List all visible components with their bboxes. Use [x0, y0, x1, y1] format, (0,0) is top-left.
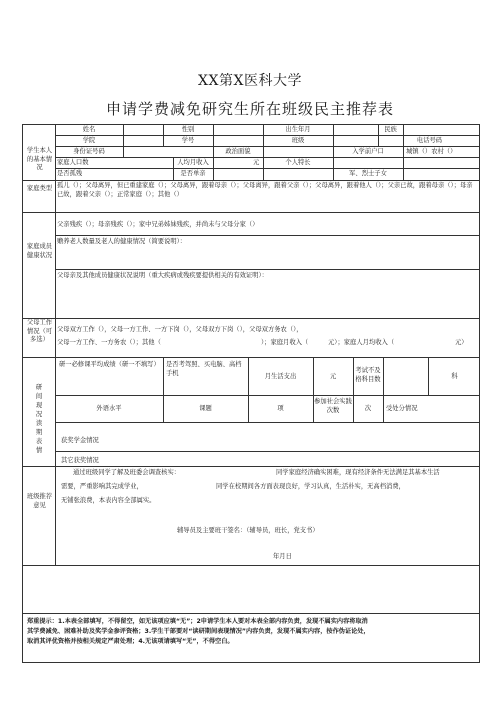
college-field[interactable]: [124, 137, 162, 146]
section-label-basic: 学生本人的基本情况: [26, 147, 53, 171]
label-phone: 电话号码: [416, 137, 443, 144]
label-martyr: 军、烈士子女: [349, 170, 387, 177]
label-id-no: 身份证号码: [73, 148, 105, 155]
row-line: [55, 451, 479, 452]
column-line: [383, 357, 384, 422]
hukou-options[interactable]: 城镇（）农村（）: [406, 148, 457, 155]
opinion-line1-start: 通过班级同学了解及班委会调查核实：: [73, 469, 181, 476]
section-label-family-type: 家庭类型: [26, 185, 53, 192]
row-line: [23, 180, 479, 181]
label-student-no: 学号: [181, 137, 195, 144]
recommendation-form-table: [22, 124, 480, 614]
notice-line-3: 取消其评优资格并按相关规定严肃处理；4.无该项请填写“无”，不得空白。: [27, 638, 234, 645]
counselor-signature[interactable]: 辅导员及主要班干签名：（辅导员，班长，党支书）: [177, 527, 319, 534]
row-line: [55, 135, 479, 136]
label-politics: 政治面貌: [225, 148, 251, 155]
birth-field[interactable]: [334, 126, 377, 135]
class-field[interactable]: [334, 137, 377, 146]
label-birth: 出生年月: [285, 126, 311, 133]
label-living-cost: 月生活支出: [264, 373, 297, 380]
health-elderly-note[interactable]: 赡养老人数量及老人的健康情况（简要说明）：: [57, 238, 187, 245]
row-line: [23, 466, 479, 467]
family-type-options[interactable]: 孤儿（）；父母离异，但已重建家庭（）；父母离异，跟着母亲（）；父母离异，跟着父亲（）；父母离异，跟着他人（）；父亲已故，跟着母亲（）；母亲已故，跟着父亲（）；正常家庭（）；其他（）: [57, 182, 473, 198]
row-line: [23, 565, 479, 566]
id-no-field[interactable]: [124, 148, 212, 157]
work-other-option[interactable]: 父母一方工作、一方务农（）；其他（: [57, 339, 161, 346]
university-name: XX第X医科大学: [198, 73, 302, 89]
label-single-parent: 是否单亲: [180, 170, 206, 177]
ethnicity-field[interactable]: [404, 126, 480, 135]
label-required-gpa: 研一必修课平均成绩（研一不填写）: [59, 361, 160, 368]
label-per-capita: 人均月收入: [177, 159, 209, 166]
row-line: [23, 212, 479, 213]
living-cost-unit: 元: [329, 373, 337, 380]
health-other-members-note[interactable]: 父母亲及其他成员健康状况说明（重大疾病或残疾要提供相关的有效证明）：: [57, 272, 268, 279]
work-options[interactable]: 父母双方工作（），父母一方工作、一方下岗（），父母双方下岗（），父母双方务农（），: [57, 326, 303, 333]
notice-line-2: 其学费减免、困难补助及奖学金参评资格；3.学生干部要对“读研期间表现情况”内容负责，发现不属实内容，按作伪证论处，: [27, 628, 370, 635]
label-punishment: 受处分情况: [386, 405, 418, 412]
student-no-field[interactable]: [214, 137, 262, 146]
label-devices: 是否考驾照、买电脑、高档手机: [166, 361, 242, 377]
column-line: [55, 125, 56, 565]
label-college: 学院: [82, 137, 96, 144]
row-line: [55, 395, 479, 396]
row-line: [55, 235, 479, 236]
section-label-study: 研间现况读期表情: [35, 384, 43, 454]
form-title: 申请学费减免研究生所在班级民主推荐表: [105, 100, 394, 118]
important-notice: [22, 614, 480, 663]
label-failed-courses: 考试不及格科目数: [355, 367, 381, 383]
row-line: [55, 168, 479, 169]
section-label-class-opinion: 班级推荐意见: [26, 493, 53, 509]
signature-date[interactable]: 年月日: [273, 553, 292, 560]
row-line: [55, 269, 479, 270]
politics-field[interactable]: [264, 148, 332, 157]
row-line: [55, 422, 479, 423]
opinion-line3: 无铺张浪费，本表内容全部属实。: [61, 497, 156, 504]
opinion-line2-end: 同学在校期间各方面表现良好，学习认真，生活朴实，无高档消费，: [216, 483, 405, 490]
row-line: [23, 318, 479, 319]
section-label-work: 父母工作情况（可多选）: [26, 319, 53, 343]
label-orphan: 是否孤残: [57, 170, 83, 177]
label-social-practice: 参加社会实践次数: [314, 398, 352, 414]
failed-courses-unit: 科: [451, 373, 458, 380]
notice-line-1: 郑重提示：1.本表全部填写，不得留空，如无该项应填“无”；2申请学生本人要对本表全部内容负责，发现不属实内容将取消: [27, 618, 368, 625]
per-capita-income-unit: 元）: [455, 339, 468, 346]
label-class: 班级: [291, 137, 305, 144]
label-foreign-language: 外语水平: [96, 405, 122, 412]
label-family-size: 家庭人口数: [57, 159, 89, 166]
social-practice-unit: 次: [364, 405, 372, 412]
label-hukou: 入学前户口: [352, 148, 384, 155]
per-capita-unit: 元: [253, 159, 260, 166]
label-specialty: 个人特长: [285, 159, 311, 166]
health-disability-options[interactable]: 父亲残疾（）；母亲残疾（）；家中兄弟姊妹残疾，并尚未与父母分家（）: [57, 221, 259, 228]
label-courses: 课题: [199, 405, 212, 412]
label-other-awards: 其它获奖情况: [61, 457, 99, 464]
per-capita-income-label: 元）；家庭人月均收入（: [328, 339, 395, 346]
row-line: [23, 357, 479, 358]
opinion-line1-end: 同学家庭经济确实困难，现有经济条件无法满足其基本生活: [276, 469, 440, 476]
gender-field[interactable]: [214, 126, 262, 135]
label-scholarships: 获奖学金情况: [61, 437, 99, 444]
row-line: [55, 157, 479, 158]
family-income-label: ）；家庭月收入（: [261, 339, 309, 346]
label-ethnicity: 民族: [384, 126, 397, 133]
label-name: 姓名: [82, 126, 96, 133]
opinion-line2-start: 需要，严重影响其完成学业，: [61, 483, 143, 490]
section-label-health: 家庭成员健康状况: [26, 243, 53, 259]
label-gender: 性别: [181, 126, 195, 133]
row-line: [55, 146, 479, 147]
name-field[interactable]: [124, 126, 162, 135]
courses-unit: 项: [277, 405, 284, 412]
